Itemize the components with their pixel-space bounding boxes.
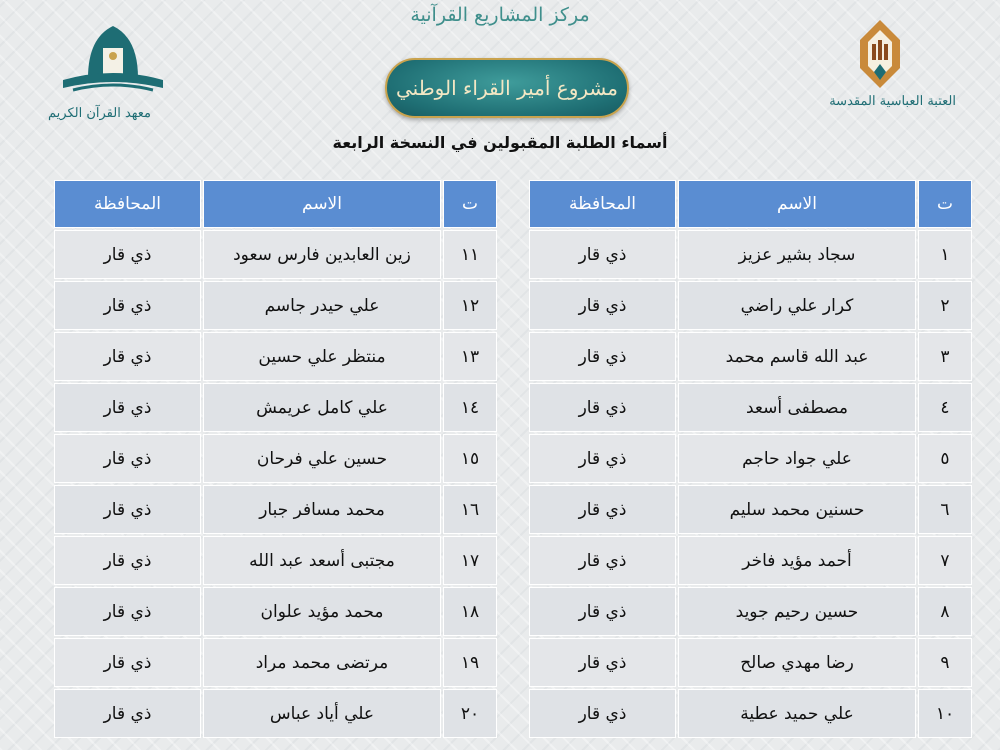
- table-header-row: [54, 180, 497, 228]
- governorate: ذي قار: [54, 230, 201, 279]
- student-name: حسنين محمد سليم: [678, 485, 916, 534]
- row-number: ٥: [918, 434, 972, 483]
- student-name: علي جواد حاجم: [678, 434, 916, 483]
- table-row: [54, 434, 497, 483]
- row-number: ١: [918, 230, 972, 279]
- column-header-number: ت: [918, 180, 972, 228]
- student-name: علي أياد عباس: [203, 689, 441, 738]
- student-name: عبد الله قاسم محمد: [678, 332, 916, 381]
- row-number: ٧: [918, 536, 972, 585]
- table-row: [529, 434, 972, 483]
- governorate: ذي قار: [54, 332, 201, 381]
- page-heading: أسماء الطلبة المقبولين في النسخة الرابعة: [332, 133, 668, 152]
- row-number: ٤: [918, 383, 972, 432]
- shrine-name: العتبة العباسية المقدسة: [829, 94, 956, 109]
- governorate: ذي قار: [529, 281, 676, 330]
- table-row: [529, 281, 972, 330]
- governorate: ذي قار: [529, 536, 676, 585]
- column-header-governorate: المحافظة: [529, 180, 676, 228]
- students-table-1: [527, 178, 974, 740]
- table-row: [529, 485, 972, 534]
- book-mosque-icon: [48, 18, 178, 108]
- governorate: ذي قار: [529, 689, 676, 738]
- column-header-name: الاسم: [678, 180, 916, 228]
- table-row: [529, 587, 972, 636]
- governorate: ذي قار: [54, 536, 201, 585]
- table-row: [54, 536, 497, 585]
- row-number: ١٧: [443, 536, 497, 585]
- table-row: [54, 587, 497, 636]
- table-row: [54, 383, 497, 432]
- governorate: ذي قار: [54, 434, 201, 483]
- row-number: ١٤: [443, 383, 497, 432]
- row-number: ١٢: [443, 281, 497, 330]
- student-name: علي حيدر جاسم: [203, 281, 441, 330]
- row-number: ٩: [918, 638, 972, 687]
- project-title: مشروع أمير القراء الوطني: [396, 76, 618, 100]
- student-name: محمد مسافر جبار: [203, 485, 441, 534]
- table-row: [54, 689, 497, 738]
- governorate: ذي قار: [529, 638, 676, 687]
- student-name: زين العابدين فارس سعود: [203, 230, 441, 279]
- column-header-name: الاسم: [203, 180, 441, 228]
- project-badge: [385, 58, 629, 118]
- governorate: ذي قار: [54, 281, 201, 330]
- row-number: ١١: [443, 230, 497, 279]
- governorate: ذي قار: [529, 434, 676, 483]
- quran-institute-logo: [48, 18, 178, 130]
- student-name: علي كامل عريمش: [203, 383, 441, 432]
- governorate: ذي قار: [529, 587, 676, 636]
- governorate: ذي قار: [529, 332, 676, 381]
- row-number: ٣: [918, 332, 972, 381]
- row-number: ٢: [918, 281, 972, 330]
- governorate: ذي قار: [529, 383, 676, 432]
- student-name: محمد مؤيد علوان: [203, 587, 441, 636]
- table-row: [529, 536, 972, 585]
- org-title: مركز المشاريع القرآنية: [410, 4, 590, 26]
- table-row: [529, 689, 972, 738]
- row-number: ٨: [918, 587, 972, 636]
- row-number: ١٨: [443, 587, 497, 636]
- table-row: [54, 332, 497, 381]
- row-number: ١٥: [443, 434, 497, 483]
- governorate: ذي قار: [529, 485, 676, 534]
- table-row: [529, 638, 972, 687]
- column-header-governorate: المحافظة: [54, 180, 201, 228]
- row-number: ٢٠: [443, 689, 497, 738]
- governorate: ذي قار: [529, 230, 676, 279]
- student-name: كرار علي راضي: [678, 281, 916, 330]
- governorate: ذي قار: [54, 638, 201, 687]
- table-row: [54, 485, 497, 534]
- column-header-number: ت: [443, 180, 497, 228]
- table-row: [529, 332, 972, 381]
- table-row: [529, 230, 972, 279]
- table-row: [529, 383, 972, 432]
- governorate: ذي قار: [54, 383, 201, 432]
- table-row: [54, 281, 497, 330]
- student-name: علي حميد عطية: [678, 689, 916, 738]
- row-number: ١٦: [443, 485, 497, 534]
- governorate: ذي قار: [54, 587, 201, 636]
- student-name: مجتبى أسعد عبد الله: [203, 536, 441, 585]
- quran-institute-name: معهد القرآن الكريم: [48, 106, 151, 121]
- table-row: [54, 638, 497, 687]
- student-name: مرتضى محمد مراد: [203, 638, 441, 687]
- row-number: ١٣: [443, 332, 497, 381]
- row-number: ١٠: [918, 689, 972, 738]
- student-name: حسين رحيم جويد: [678, 587, 916, 636]
- student-name: رضا مهدي صالح: [678, 638, 916, 687]
- row-number: ١٩: [443, 638, 497, 687]
- student-name: مصطفى أسعد: [678, 383, 916, 432]
- students-table-2: [52, 178, 499, 740]
- student-name: منتظر علي حسين: [203, 332, 441, 381]
- student-name: حسين علي فرحان: [203, 434, 441, 483]
- student-name: سجاد بشير عزيز: [678, 230, 916, 279]
- shrine-emblem-icon: [808, 16, 958, 96]
- table-row: [54, 230, 497, 279]
- governorate: ذي قار: [54, 689, 201, 738]
- student-name: أحمد مؤيد فاخر: [678, 536, 916, 585]
- shrine-logo: [808, 16, 958, 118]
- table-header-row: [529, 180, 972, 228]
- governorate: ذي قار: [54, 485, 201, 534]
- row-number: ٦: [918, 485, 972, 534]
